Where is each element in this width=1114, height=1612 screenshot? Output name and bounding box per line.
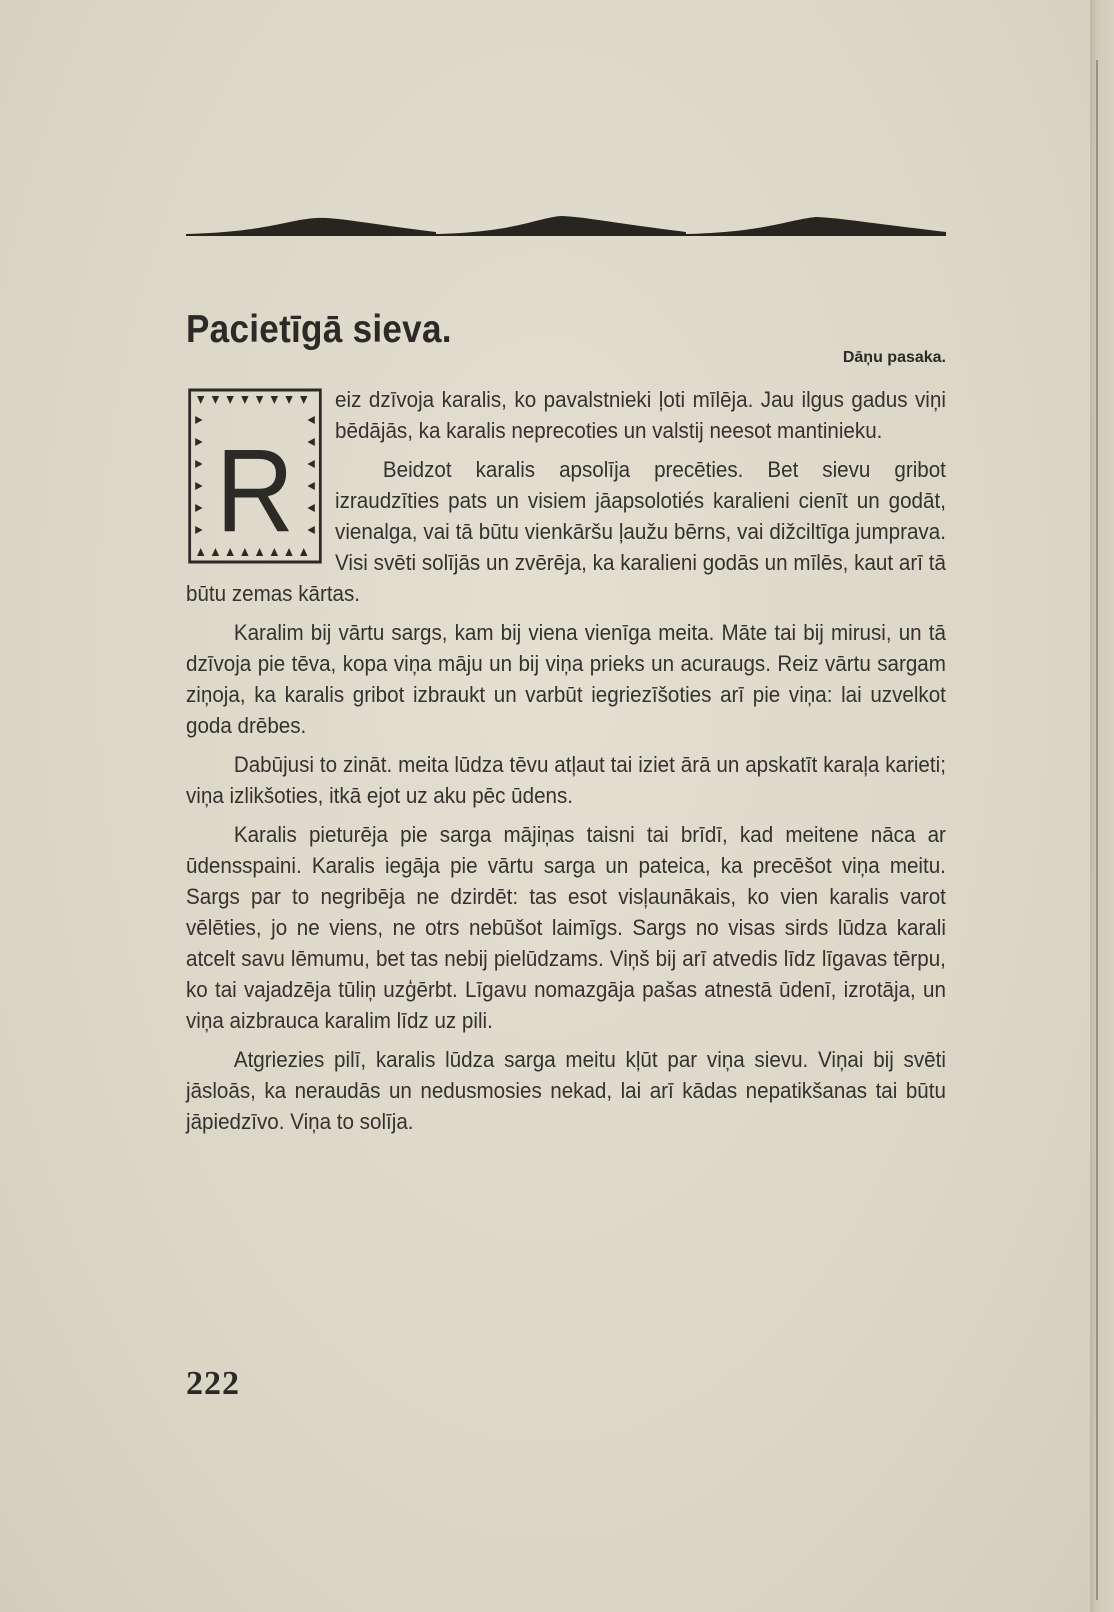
paragraph: Dabūjusi to zināt. meita lūdza tēvu atļaut tai iziet ārā un apskatīt karaļa karieti; viņa izlikšoties, itkā ejot uz aku pēc ūdens. [186,752,946,808]
page-number: 222 [186,1365,240,1402]
drop-cap-frame [186,386,324,566]
story-title: Pacietīgā sieva. [186,308,452,351]
paragraph: eiz dzīvoja karalis, ko pavalstnieki ļoti mīlēja. Jau ilgus gadus viņi bēdājās, ka karalis neprecoties un valstij neesot mantinieku. [335,387,946,443]
page-edge [1090,0,1114,1612]
decorative-divider [186,210,946,240]
drop-cap-letter: R [215,424,295,558]
story-text [186,384,946,1145]
drop-cap-border [186,386,324,566]
paragraph: Karalim bij vārtu sargs, kam bij viena vienīga meita. Māte tai bij mirusi, un tā dzīvoja pie tēva, kopa viņa māju un bij viņa prieks un acuraugs. Reiz vārtu sargam ziņoja, ka karalis gribot izbraukt un varbūt iegriezīšoties arī pie viņa: lai uzvelkot goda drēbes. [186,620,946,738]
story-subtitle: Dāņu pasaka. [842,349,946,366]
paragraph: Beidzot karalis apsolīja precēties. Bet sievu gribot izraudzīties pats un visiem jāapsolotiés karalieni cienīt un godāt, vienalga, vai tā būtu vienkāršu ļaužu bērns, vai dižciltīga jumprava. Visi svēti solījās un zvērēja, ka karalieni godās un mīlēs, kaut arī tā būtu zemas kārtas. [186,457,946,606]
binding-line [1096,60,1098,1600]
paragraph: Atgriezies pilī, karalis lūdza sarga meitu kļūt par viņa sievu. Viņai bij svēti jāsloās, ka neraudās un nedusmosies nekad, lai arī kādas nepatikšanas tai būtu jāpiedzīvo. Viņa to solīja. [186,1047,946,1134]
paragraph: Karalis pieturēja pie sarga mājiņas taisni tai brīdī, kad meitene nāca ar ūdensspaini. Karalis iegāja pie vārtu sarga un pateica, ka precēšot viņa meitu. Sargs par to negribēja ne dzirdēt: tas esot visļaunākais, ko vien karalis varot vēlēties, jo ne viens, ne otrs nebūšot laimīgs. Sargs no visas sirds lūdza karali atcelt savu lēmumu, bet tas nebij pielūdzams. Viņš bij arī atvedis līdz līgavas tērpu, ko tai vajadzēja tūliņ uzģērbt. Līgavu nomazgāja pašas atnestā ūdenī, izrotāja, un viņa aizbrauca karalim līdz uz pili. [186,822,946,1033]
